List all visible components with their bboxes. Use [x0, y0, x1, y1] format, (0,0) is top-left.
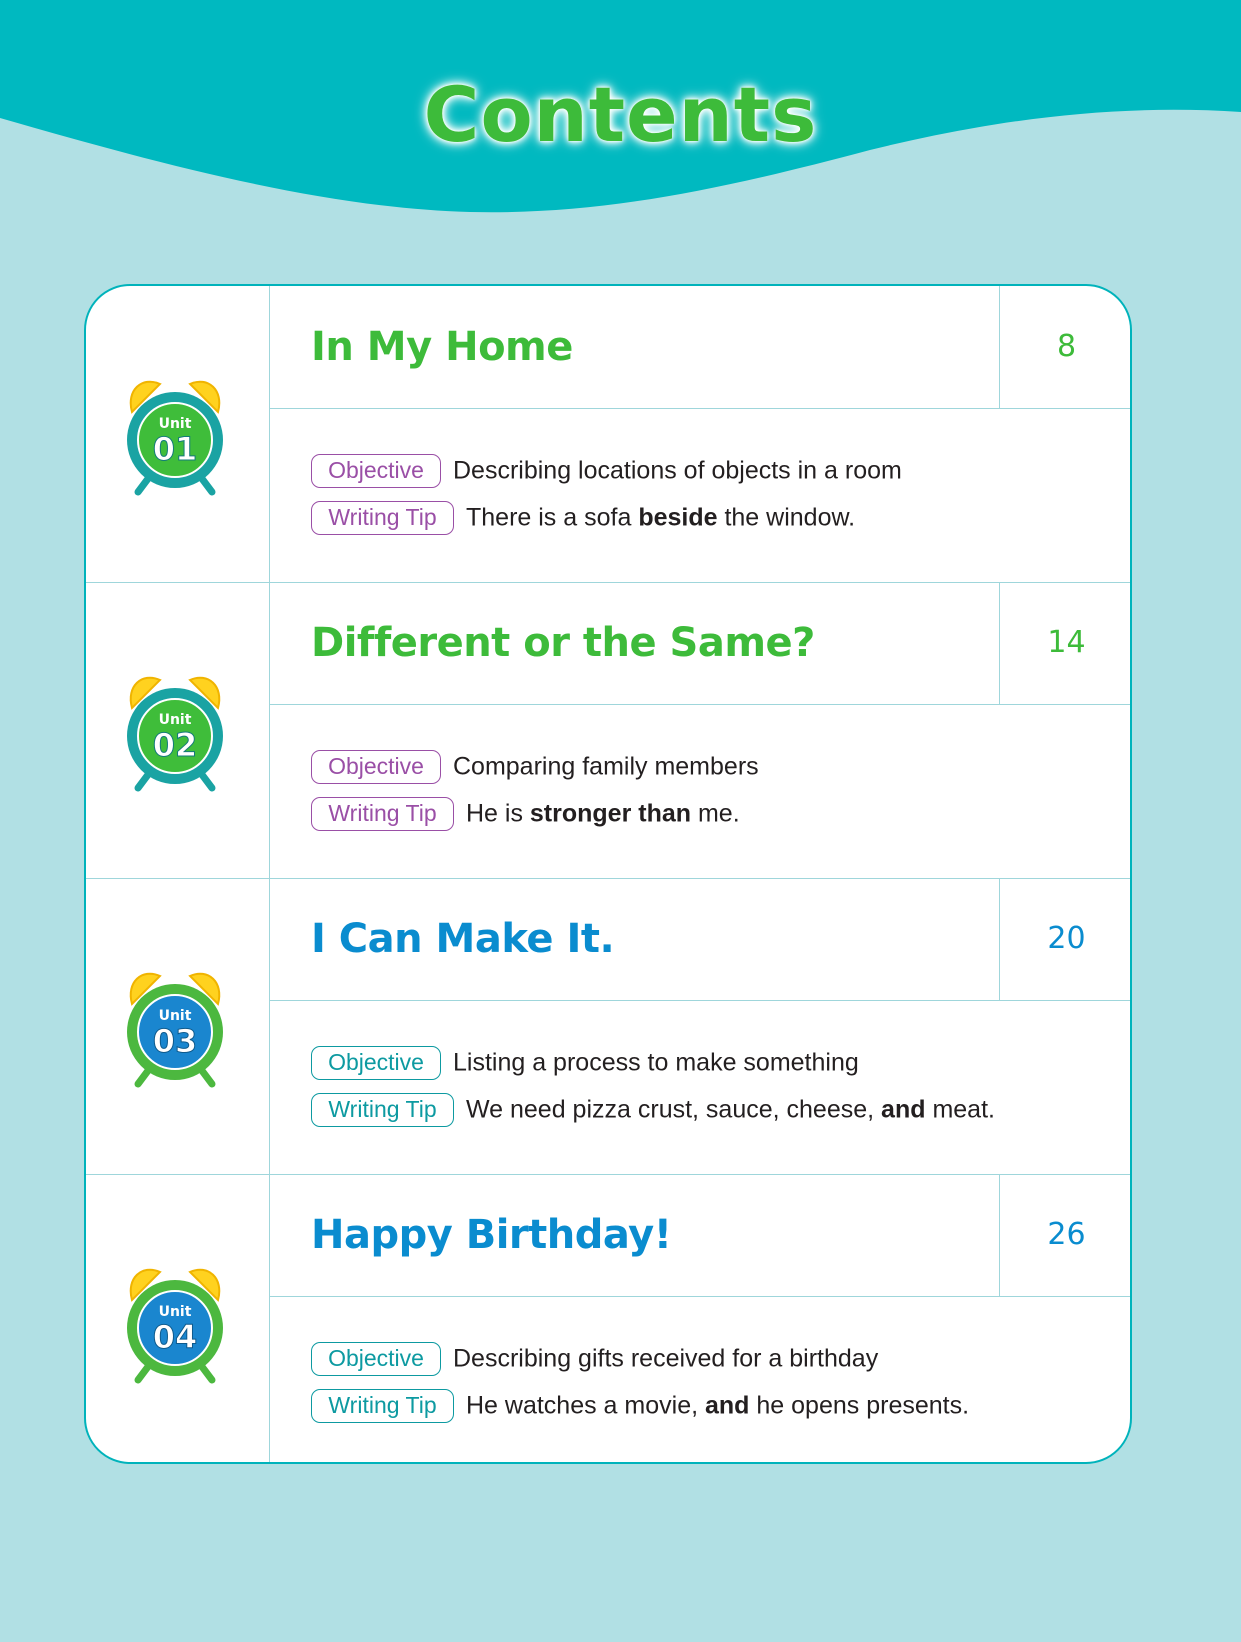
objective-label: Objective — [311, 1342, 441, 1376]
unit-number: 04 — [152, 1318, 198, 1356]
unit-row[interactable] — [86, 878, 1130, 1175]
unit-row[interactable] — [86, 1174, 1130, 1464]
writing-tip-label: Writing Tip — [311, 1093, 454, 1127]
unit-badge-cell — [86, 1174, 270, 1464]
writing-tip-text: He is stronger than me. — [466, 799, 740, 828]
unit-title[interactable]: Happy Birthday! — [311, 1212, 672, 1258]
contents-table — [84, 284, 1132, 1464]
unit-title[interactable]: Different or the Same? — [311, 620, 815, 666]
objective-text: Describing gifts received for a birthday — [453, 1344, 879, 1373]
writing-tip-label: Writing Tip — [311, 1389, 454, 1423]
writing-tip-text: He watches a movie, and he opens presents. — [466, 1391, 970, 1420]
objective-line — [311, 1046, 859, 1080]
writing-tip-text: We need pizza crust, sauce, cheese, and meat. — [466, 1095, 995, 1124]
alarm-clock-icon — [116, 368, 234, 498]
objective-line — [311, 454, 902, 488]
objective-label: Objective — [311, 454, 441, 488]
writing-tip-text: There is a sofa beside the window. — [466, 503, 856, 532]
unit-badge-cell — [86, 878, 270, 1174]
unit-label: Unit — [158, 416, 192, 432]
unit-number: 03 — [152, 1022, 198, 1060]
unit-number: 02 — [152, 726, 198, 764]
writing-tip-label: Writing Tip — [311, 501, 454, 535]
writing-tip-line — [311, 1389, 969, 1423]
objective-text: Listing a process to make something — [453, 1048, 859, 1077]
unit-title-cell — [269, 1174, 1000, 1297]
objective-label: Objective — [311, 1046, 441, 1080]
page-number[interactable]: 8 — [999, 286, 1132, 409]
page-number[interactable]: 14 — [999, 582, 1132, 705]
unit-title[interactable]: I Can Make It. — [311, 916, 615, 962]
page-number[interactable]: 20 — [999, 878, 1132, 1001]
objective-text: Describing locations of objects in a room — [453, 456, 902, 485]
alarm-clock-icon — [116, 960, 234, 1090]
unit-badge-cell — [86, 286, 270, 582]
unit-badge-cell — [86, 582, 270, 878]
objective-line — [311, 750, 759, 784]
alarm-clock-icon — [116, 1256, 234, 1386]
writing-tip-line — [311, 797, 740, 831]
unit-label: Unit — [158, 1008, 192, 1024]
writing-tip-line — [311, 1093, 995, 1127]
page-title: Contents — [423, 70, 818, 159]
unit-title-cell — [269, 582, 1000, 705]
unit-title-cell — [269, 286, 1000, 409]
unit-title[interactable]: In My Home — [311, 324, 573, 370]
objective-text: Comparing family members — [453, 752, 759, 781]
unit-label: Unit — [158, 1304, 192, 1320]
writing-tip-line — [311, 501, 855, 535]
alarm-clock-icon — [116, 664, 234, 794]
unit-label: Unit — [158, 712, 192, 728]
writing-tip-label: Writing Tip — [311, 797, 454, 831]
unit-title-cell — [269, 878, 1000, 1001]
objective-line — [311, 1342, 878, 1376]
unit-row[interactable] — [86, 286, 1130, 583]
objective-label: Objective — [311, 750, 441, 784]
unit-row[interactable] — [86, 582, 1130, 879]
unit-number: 01 — [152, 430, 198, 468]
page-number[interactable]: 26 — [999, 1174, 1132, 1297]
